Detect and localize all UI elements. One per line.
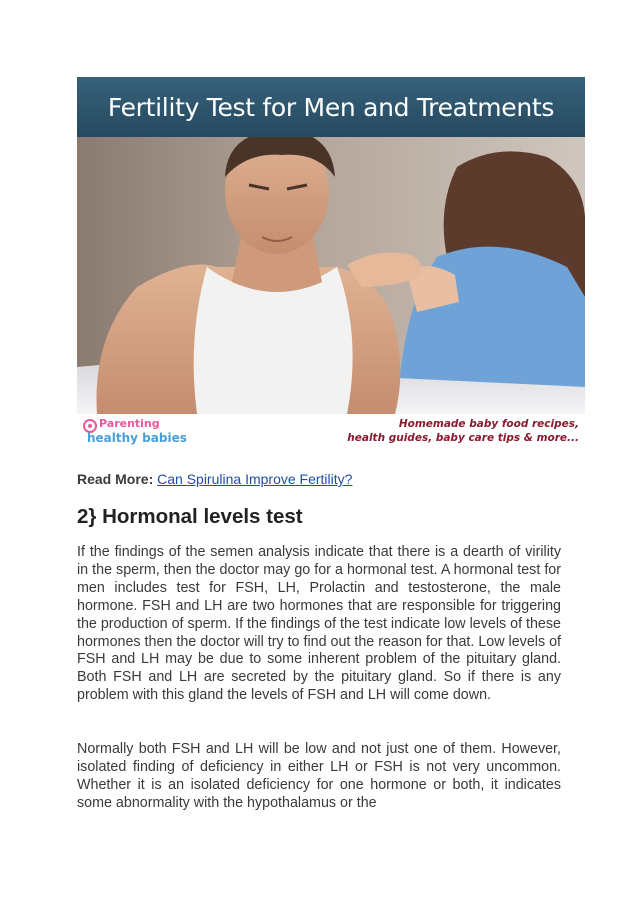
read-more-label: Read More:	[77, 471, 154, 487]
read-more-link[interactable]: Can Spirulina Improve Fertility?	[157, 471, 353, 487]
hero-title-bar	[77, 77, 585, 137]
hero-title: Fertility Test for Men and Treatments	[107, 92, 555, 122]
hero-footer	[77, 414, 585, 450]
section-heading: 2} Hormonal levels test	[77, 505, 303, 528]
logo	[83, 417, 213, 447]
logo-text-bottom: healthy babies	[87, 431, 187, 445]
paragraph-2: Normally both FSH and LH will be low and not just one of them. However, isolated finding of deficiency in either LH or FSH is not very uncommon. Whether it is an isolated deficiency for one hormone or both, it indicates some abnormality with the hypothalamus or the	[77, 741, 561, 811]
tagline-line-1: Homemade baby food recipes,	[398, 418, 579, 430]
tagline-line-2: health guides, baby care tips & more...	[347, 432, 579, 444]
read-more	[77, 471, 352, 487]
hero-photo	[77, 137, 585, 414]
tagline	[347, 417, 579, 445]
hero-image	[77, 77, 585, 450]
paragraph-1: If the findings of the semen analysis indicate that there is a dearth of virility in the sperm, then the doctor may go for a hormonal test. A hormonal test for men includes test for FSH, LH, Prolactin and testosterone, the male hormone. FSH and LH are two hormones that are responsible for triggering the production of sperm. If the findings of the test indicate low levels of these hormones then the doctor will try to find out the reason for that. Low levels of FSH and LH may be due to some inherent problem of the pituitary gland. Both FSH and LH are secreted by the pituitary gland. So if there is any problem with this gland the levels of FSH and LH will come down.	[77, 544, 561, 704]
logo-text-top: Parenting	[99, 417, 160, 430]
